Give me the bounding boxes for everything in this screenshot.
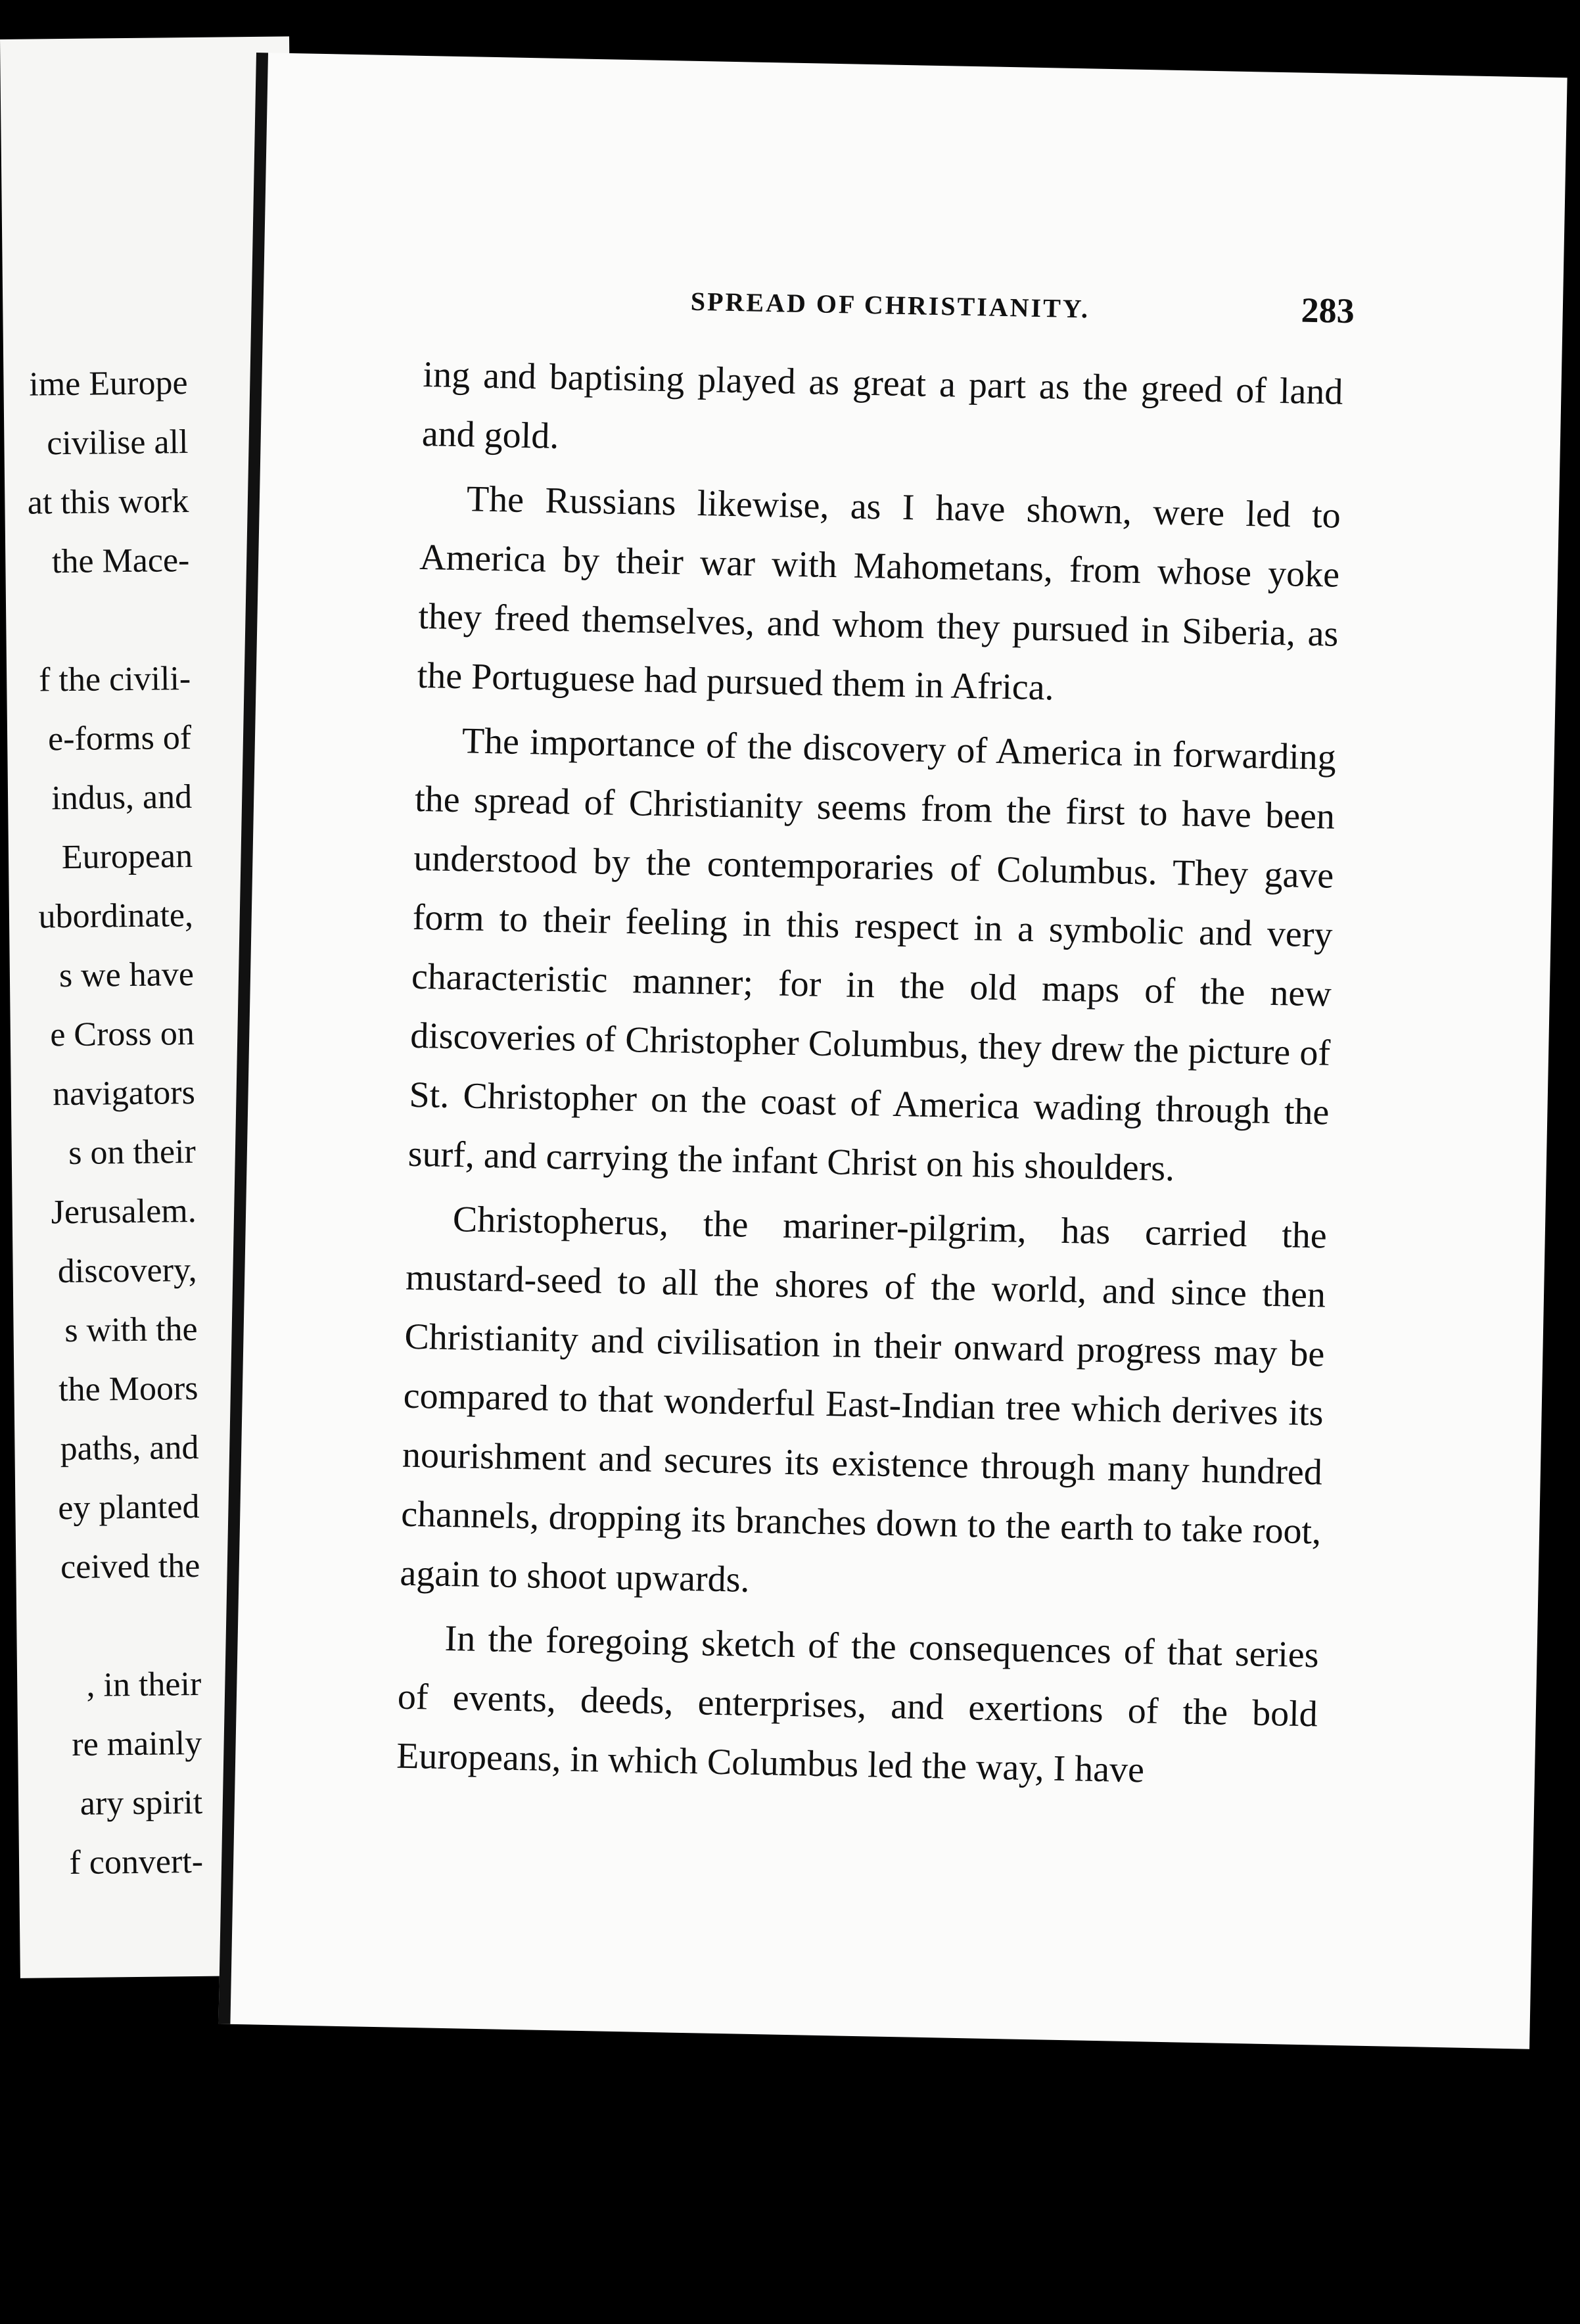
paragraph: In the foregoing sketch of the consequences of that series of events, deeds, enterprises, and exertions of the bold Europeans, in which Columbus led the way, I have [396, 1617, 1320, 1791]
left-page-line: f the civili- [38, 660, 191, 699]
left-page-line: ime Europe [29, 364, 188, 404]
left-page-line: s we have [58, 955, 195, 995]
paragraph: The importance of the discovery of America in forwarding the spread of Christianity seems from the first to have been understood by the contemporaries of Columbus. They gave form to their feeling in this respect in a symbolic and very characteristic manner; for in the old maps of the new discoveries of Christopher Columbus, they drew the picture of St. Christopher on the coast of America wading through the surf, and carrying the infant Christ on his shoulders. [407, 720, 1337, 1190]
paragraph: Christopherus, the mariner-pilgrim, has carried the mustard-seed to all the shores of the world, and since then Christianity and civilisation in their onward progress may be compared to that wonderful East-Indian tree which derives its nourishment and secures its existence through many hundred channels, dropping its branches down to the earth to take root, again to shoot upwards. [400, 1199, 1328, 1600]
left-page-line: ary spirit [80, 1783, 203, 1823]
left-page-line: re mainly [72, 1724, 202, 1763]
left-page-line: e-forms of [47, 719, 192, 758]
left-page-line: f convert- [69, 1842, 204, 1882]
left-page-line: Jerusalem. [51, 1192, 197, 1232]
running-head: SPREAD OF CHRISTIANITY. [690, 286, 1090, 324]
left-page-line: paths, and [60, 1428, 199, 1468]
left-page-line: the Moors [58, 1369, 198, 1409]
left-page-line: , in their [86, 1665, 202, 1704]
paragraph: The Russians likewise, as I have shown, were led to America by their war with Mahometans, from whose yoke they freed themselves, and whom they pursued in Siberia, as the Portuguese had pursued them in Africa. [417, 478, 1341, 709]
left-page-line: discovery, [57, 1251, 197, 1291]
paragraph: ing and baptising played as great a part as the greed of land and gold. [421, 354, 1343, 457]
left-page-line: civilise all [46, 423, 189, 463]
left-page-line: s on their [68, 1132, 197, 1172]
page-number: 283 [1301, 290, 1355, 331]
page-header [690, 278, 1355, 331]
left-page-line: s with the [64, 1310, 198, 1350]
left-page-line: the Mace- [51, 542, 190, 581]
left-page-line: navigators [52, 1073, 196, 1113]
left-page-line: ubordinate, [38, 896, 194, 936]
left-page-line: European [61, 837, 193, 877]
right-page [218, 53, 1567, 2049]
left-page-line: at this work [27, 482, 189, 522]
left-page-line: indus, and [51, 778, 193, 818]
left-page-line: ey planted [57, 1487, 200, 1527]
left-page-text [0, 36, 289, 1882]
body-text [396, 345, 1343, 1808]
left-page-line: e Cross on [50, 1014, 195, 1054]
left-page-line: ceived the [60, 1546, 200, 1587]
